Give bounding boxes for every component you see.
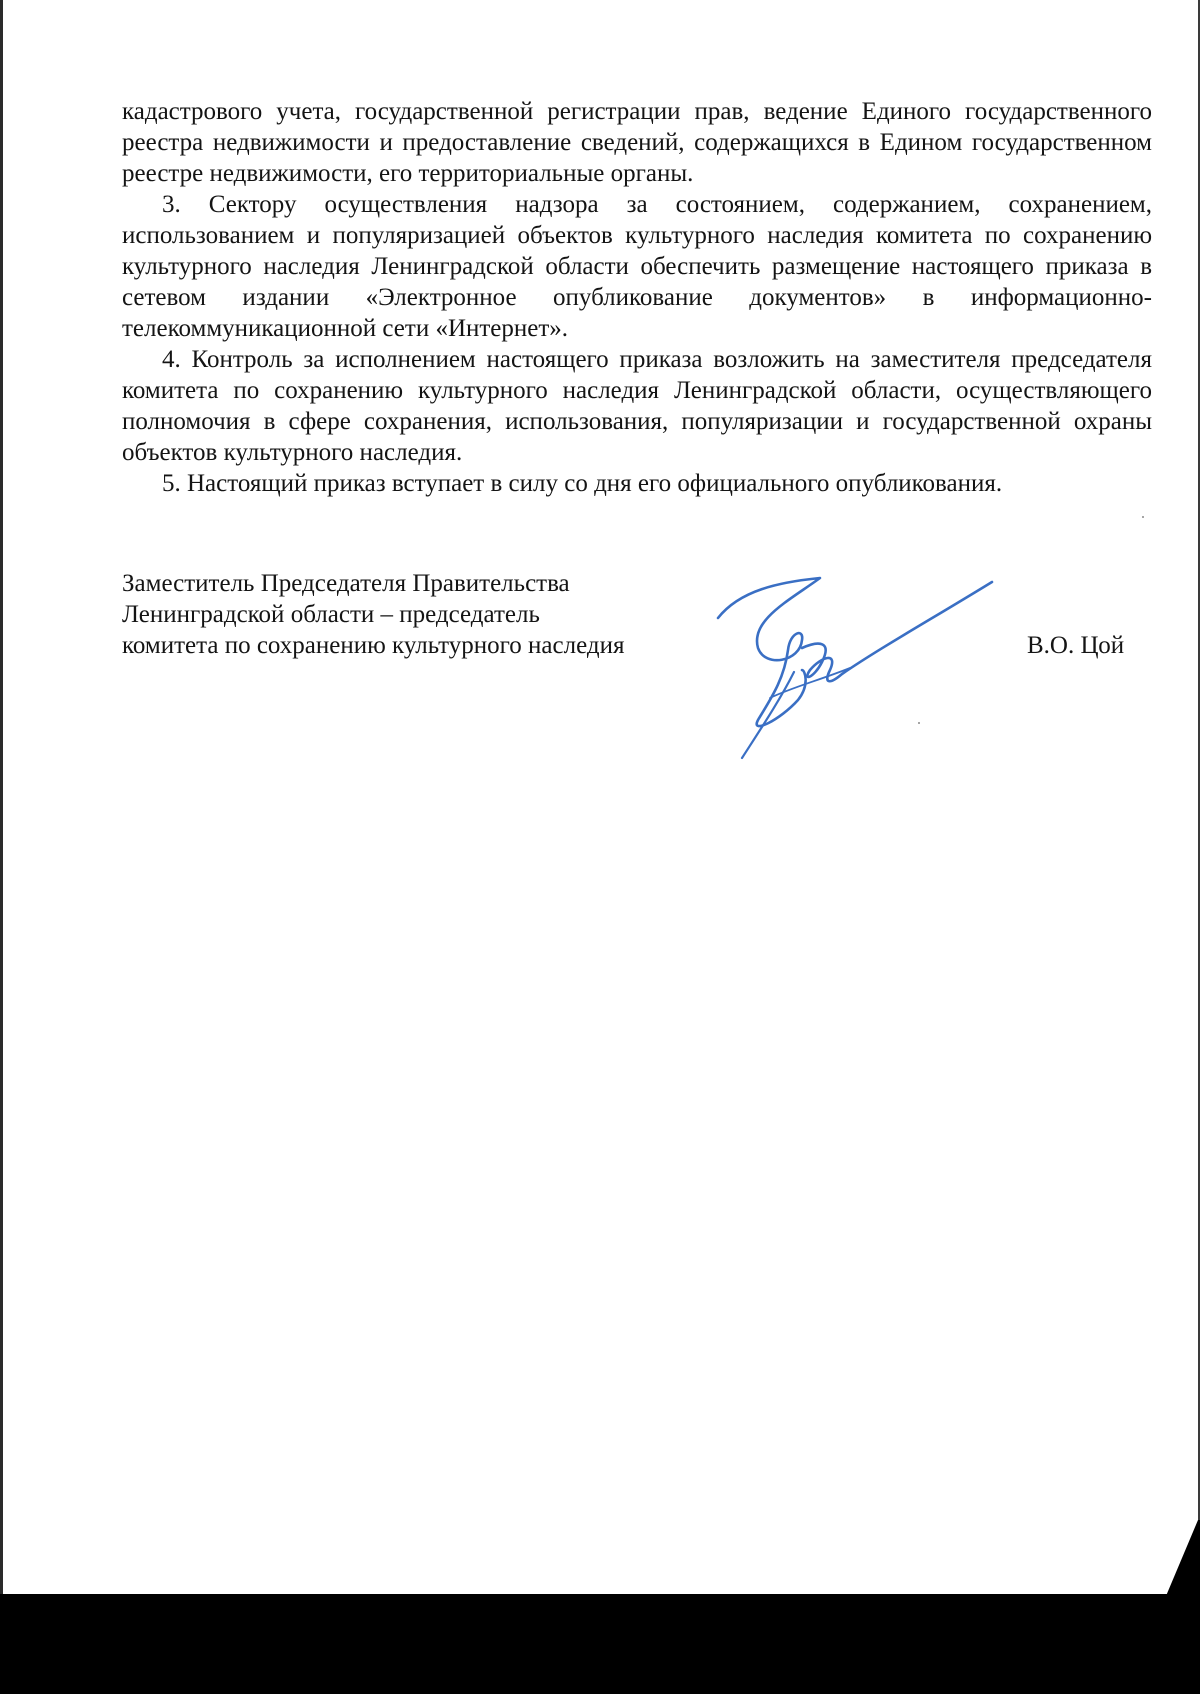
scan-left-edge (0, 0, 3, 1600)
signatory-title (122, 568, 742, 661)
signatory-title-line: комитета по сохранению культурного наследия (122, 632, 625, 659)
signature-stroke (718, 578, 820, 726)
paragraph-continuation: кадастрового учета, государственной регистрации прав, ведение Единого государственного реестра недвижимости и предоставление сведений, содержащихся в Едином государственном реестре недвижимости, его территориальные органы. (122, 98, 1152, 187)
signature-stroke (802, 582, 992, 681)
scan-speck (918, 722, 920, 724)
scan-skew-shadow (0, 1520, 1200, 1596)
signatory-title-line: Ленинградской области – председатель (122, 601, 540, 628)
handwritten-signature (710, 570, 1010, 770)
scan-skew-shape (1166, 1520, 1200, 1596)
scan-speck (1142, 516, 1144, 518)
signatory-title-line: Заместитель Председателя Правительства (122, 570, 570, 597)
paragraph-item-3: 3. Сектору осуществления надзора за состоянием, содержанием, сохранением, использованием и популяризацией объектов культурного наследия комитета по сохранению культурного наследия Ленинградской области обеспечить размещение настоящего приказа в сетевом издании «Электронное опубликование документов» в информационно-телекоммуникационной сети «Интернет». (122, 191, 1152, 342)
scan-bottom-border (0, 1594, 1200, 1694)
document-body (122, 96, 1152, 499)
signatory-name: В.О. Цой (1027, 632, 1125, 659)
paragraph-item-4: 4. Контроль за исполнением настоящего приказа возложить на заместителя председателя комитета по сохранению культурного наследия Ленинградской области, осуществляющего полномочия в сфере сохранения, использования, популяризации и государственной охраны объектов культурного наследия. (122, 346, 1152, 466)
signature-stroke (742, 672, 794, 758)
paragraph-item-5: 5. Настоящий приказ вступает в силу со дня его официального опубликования. (162, 470, 1003, 497)
